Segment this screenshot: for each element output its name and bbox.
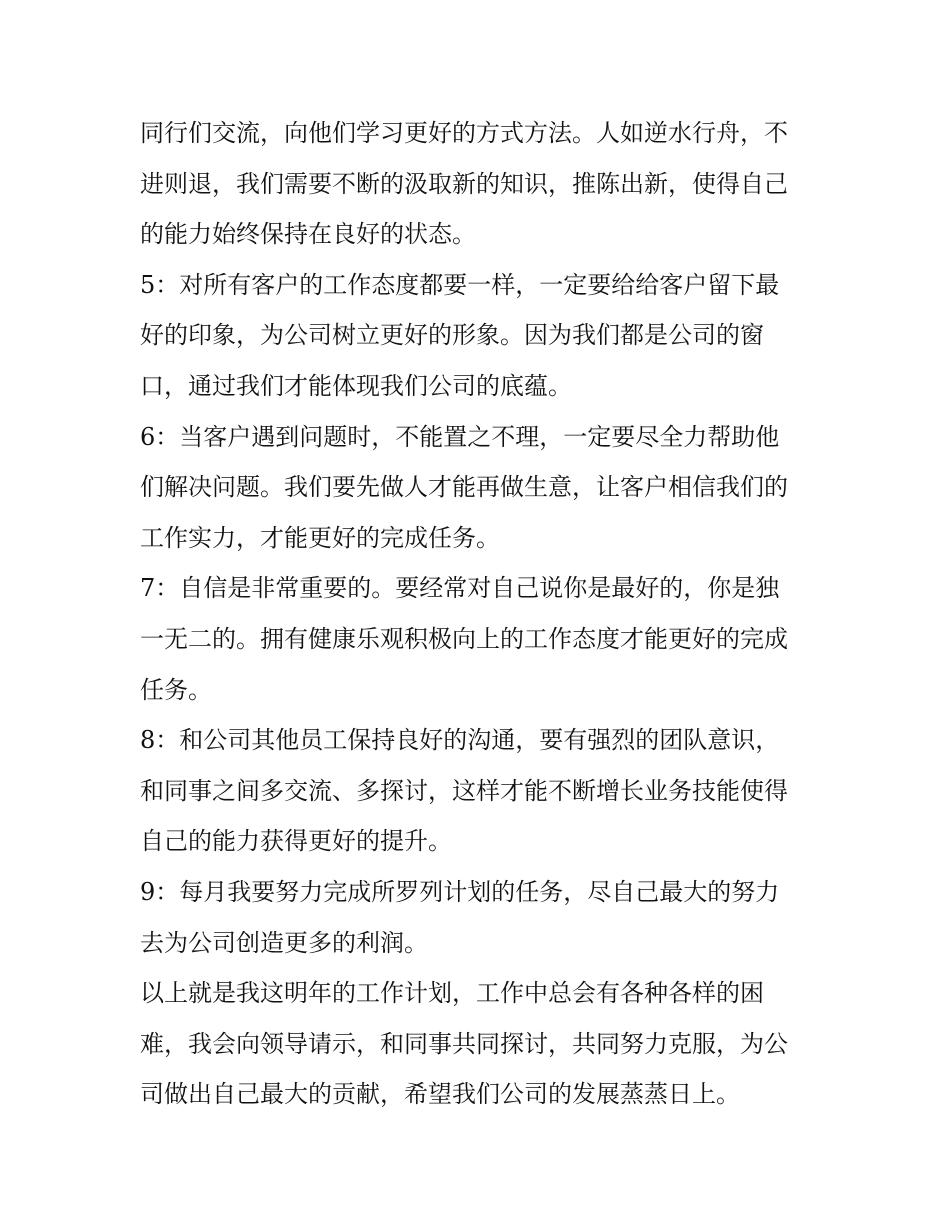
text-line: 们解决问题。我们要先做人才能再做生意，让客户相信我们的 [140, 473, 788, 502]
text-line: 难，我会向领导请示，和同事共同探讨，共同努力克服，为公 [140, 1029, 788, 1058]
text-line: 进则退，我们需要不断的汲取新的知识，推陈出新，使得自己 [140, 169, 788, 198]
text-line: 以上就是我这明年的工作计划，工作中总会有各种各样的困 [140, 979, 764, 1008]
text-line: 任务。 [140, 675, 212, 704]
text-line: 一无二的。拥有健康乐观积极向上的工作态度才能更好的完成 [140, 624, 788, 653]
text-line: 7：自信是非常重要的。要经常对自己说你是最好的，你是独 [140, 574, 780, 603]
document-body [140, 108, 820, 1120]
text-line: 5：对所有客户的工作态度都要一样，一定要给给客户留下最 [140, 270, 780, 299]
text-line: 8：和公司其他员工保持良好的沟通，要有强烈的团队意识， [140, 726, 780, 755]
text-line: 好的印象，为公司树立更好的形象。因为我们都是公司的窗 [140, 321, 764, 350]
text-line: 同行们交流，向他们学习更好的方式方法。人如逆水行舟，不 [140, 119, 788, 147]
text-line: 工作实力，才能更好的完成任务。 [140, 523, 500, 552]
text-line: 6：当客户遇到问题时，不能置之不理，一定要尽全力帮助他 [140, 422, 780, 451]
text-line: 口，通过我们才能体现我们公司的底蕴。 [140, 371, 572, 400]
text-line: 和同事之间多交流、多探讨，这样才能不断增长业务技能使得 [140, 776, 788, 805]
text-line: 的能力始终保持在良好的状态。 [140, 220, 476, 249]
text-line: 去为公司创造更多的利润。 [140, 928, 428, 957]
text-line: 9：每月我要努力完成所罗列计划的任务，尽自己最大的努力 [140, 877, 780, 906]
text-line: 自己的能力获得更好的提升。 [140, 827, 452, 856]
text-line: 司做出自己最大的贡献，希望我们公司的发展蒸蒸日上。 [140, 1080, 740, 1109]
